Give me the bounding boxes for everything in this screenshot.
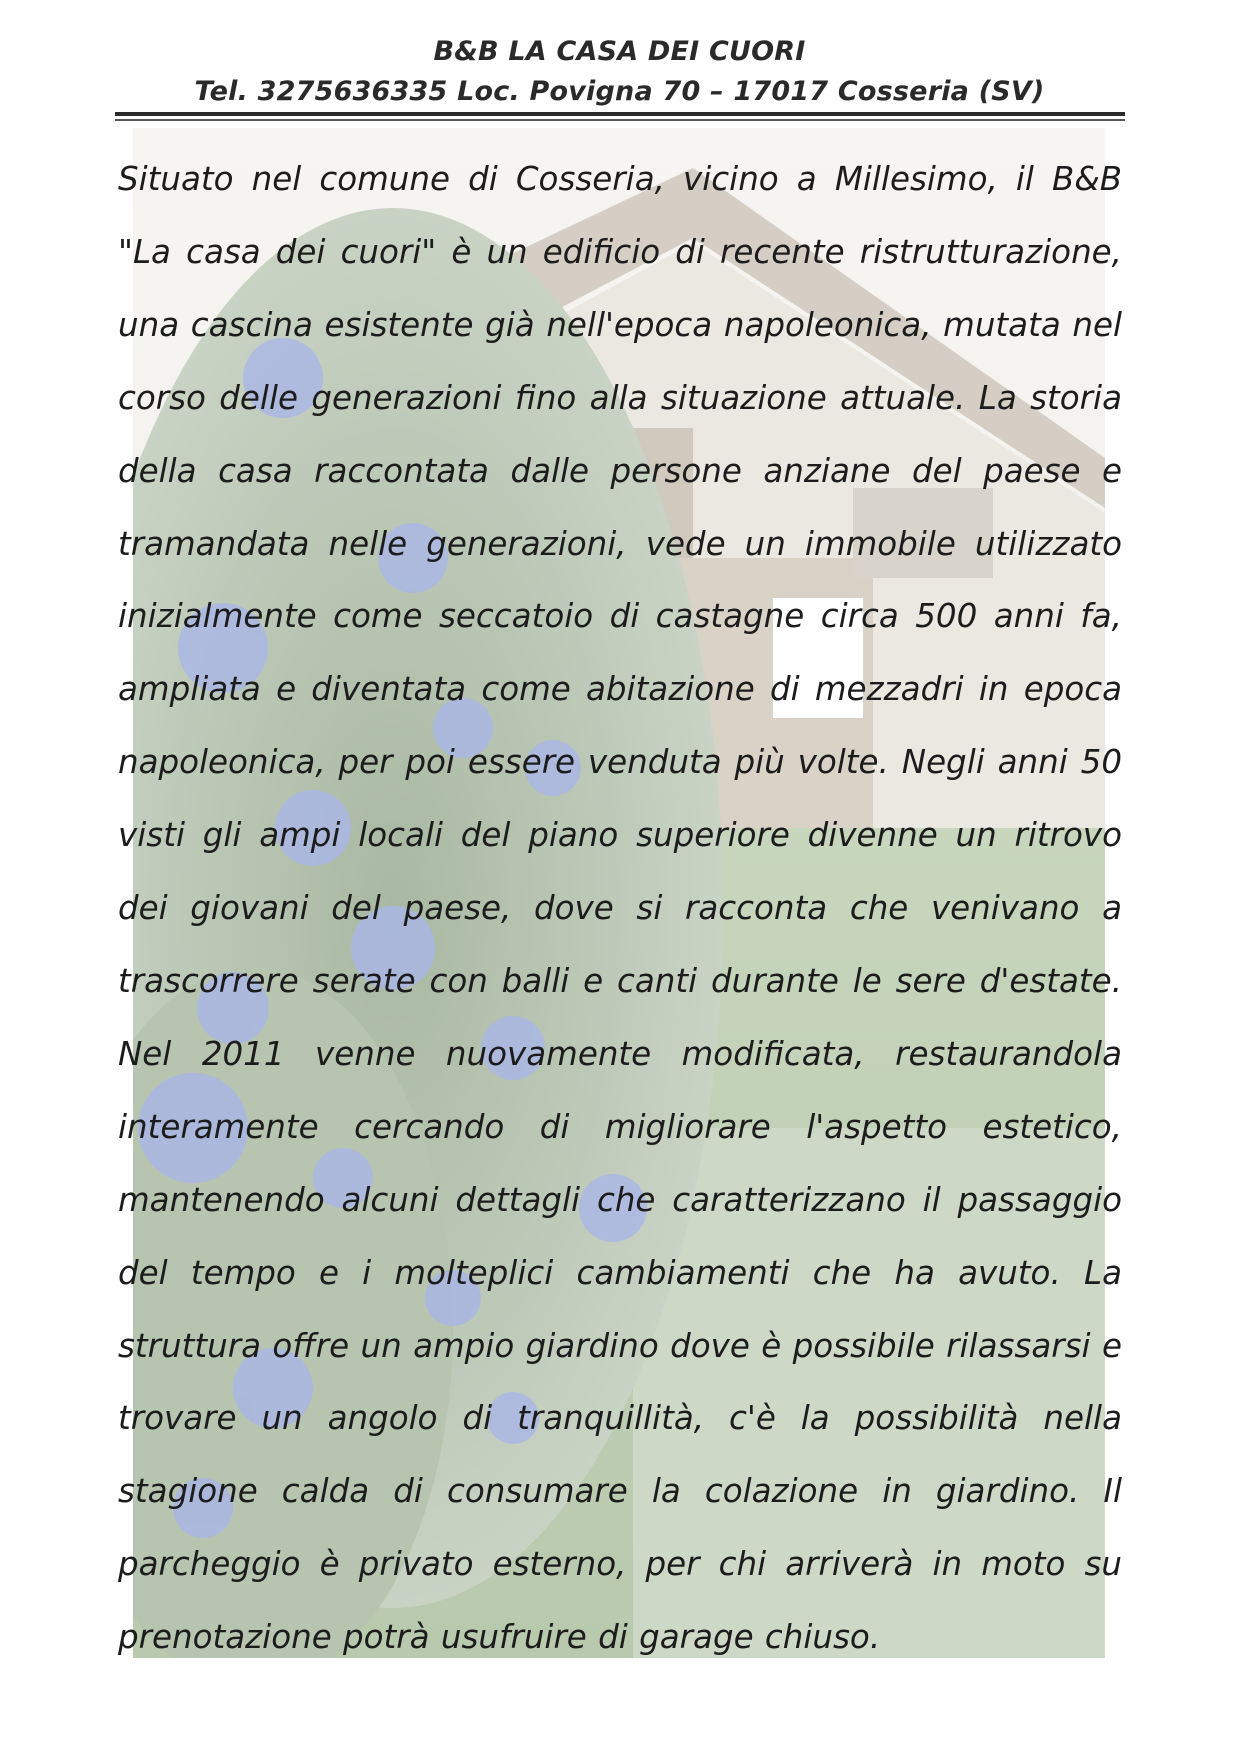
header-title: B&B LA CASA DEI CUORI [433, 36, 806, 67]
body-paragraph: Situato nel comune di Cosseria, vicino a Millesimo, il B&B "La casa dei cuori" è un edificio di recente ristrutturazione, una cascina esistente già nell'epoca napoleonica, mutata nel corso delle generazioni fino alla situazione attuale. La storia della casa raccontata dalle persone anziane del paese e tramandata nelle generazioni, vede un immobile utilizzato inizialmente come seccatoio di castagne circa 500 anni fa, ampliata e diventata come abitazione di mezzadri in epoca napoleonica, per poi essere venduta più volte. Negli anni 50 visti gli ampi locali del piano superiore divenne un ritrovo dei giovani del paese, dove si racconta che venivano a trascorrere serate con balli e canti durante le sere d'estate. Nel 2011 venne nuovamente modificata, restaurandola interamente cercando di migliorare l'aspetto estetico, mantenendo alcuni dettagli che caratterizzano il passaggio del tempo e i molteplici cambiamenti che ha avuto. La struttura offre un ampio giardino dove è possibile rilassarsi e trovare un angolo di tranquillità, c'è la possibilità nella stagione calda di consumare la colazione in giardino. Il parcheggio è privato esterno, per chi arriverà in moto su prenotazione potrà usufruire di garage chiuso. [118, 160, 1122, 1657]
header-contact: Tel. 3275636335 Loc. Povigna 70 – 17017 Cosseria (SV) [194, 76, 1045, 107]
header-divider [115, 112, 1125, 116]
header-divider-thin [115, 119, 1125, 121]
page-header [0, 32, 1239, 112]
